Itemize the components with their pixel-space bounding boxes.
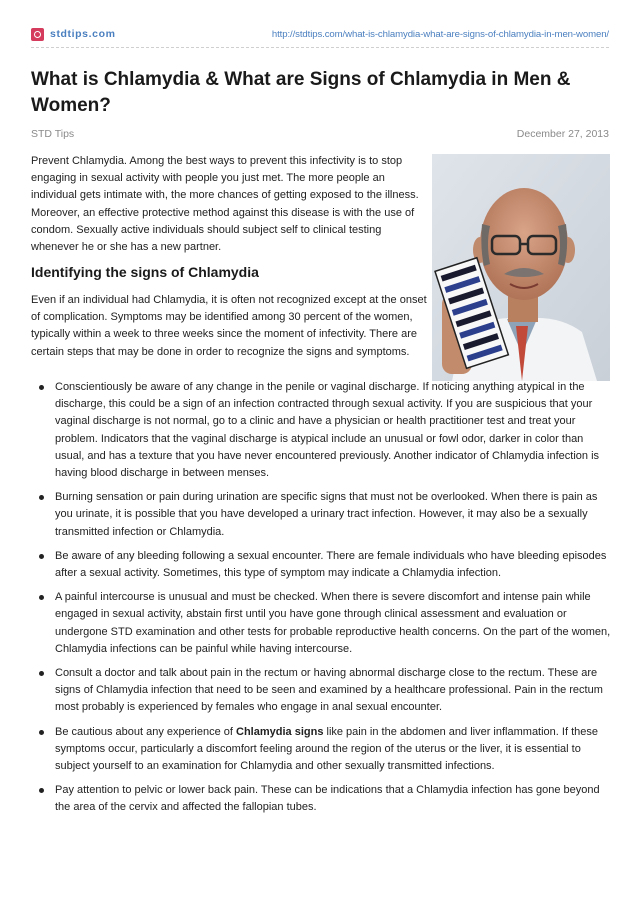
list-item-text: Consult a doctor and talk about pain in the rectum or having abnormal discharge close to the rectum. These are signs of Chlamydia infection that need to be seen and examined by a healthcare professional. Pain in the rectum most probably is experienced by females who engage in anal sexual encounter. bbox=[55, 667, 603, 714]
list-item bbox=[31, 782, 611, 816]
bullet-icon bbox=[39, 385, 44, 390]
article-date: December 27, 2013 bbox=[516, 128, 609, 140]
stdtips-logo-icon bbox=[31, 28, 44, 41]
article-meta bbox=[31, 128, 609, 142]
intro-paragraph: Prevent Chlamydia. Among the best ways to prevent this infectivity is to stop engaging in sexual activity with people you just met. The more people an individual gets intimate with, the more chances of getting exposed to the illness. Moreover, an effective protective method against this disease is with the use of condom. Sexually active individuals should subject self to clinical testing whenever he or she has a new partner. bbox=[31, 155, 419, 254]
page-header bbox=[31, 28, 609, 42]
list-item-text: Pay attention to pelvic or lower back pain. These can be indications that a Chlamydia infection has gone beyond the area of the cervix and affected the fallopian tubes. bbox=[55, 784, 600, 814]
bullet-icon bbox=[39, 788, 44, 793]
bullet-icon bbox=[39, 495, 44, 500]
list-item bbox=[31, 379, 611, 482]
list-item-text: Conscientiously be aware of any change in the penile or vaginal discharge. If noticing anything atypical in the discharge, this could be a sign of an infection contracted through sexual activity. If you are suspicious that your vaginal discharge is not normal, go to a clinic and have a physician or health practitioner test and treat your problem. Indicators that the vaginal discharge is atypical include an unusual or fowl odor, darker in color than usual, and has a texture that you have never encountered previously. Another indicator of Chlamydia infection is having blood discharge in between menses. bbox=[55, 381, 600, 480]
article-author: STD Tips bbox=[31, 128, 75, 140]
chlamydia-signs-link[interactable]: Chlamydia signs bbox=[236, 725, 324, 738]
bullet-icon bbox=[39, 671, 44, 676]
bullet-icon bbox=[39, 595, 44, 600]
list-item-text: Burning sensation or pain during urination are specific signs that must not be overlooked. When there is pain as you urinate, it is possible that you have developed a urinary tract infection. However, it may also be a sexually transmitted infection or Chlamydia. bbox=[55, 491, 598, 538]
list-item bbox=[31, 589, 611, 658]
list-item bbox=[31, 489, 611, 541]
article-title: What is Chlamydia & What are Signs of Chlamydia in Men & Women? bbox=[31, 69, 571, 116]
header-divider bbox=[31, 47, 609, 48]
list-item bbox=[31, 548, 611, 582]
list-item bbox=[31, 724, 611, 776]
bullet-icon bbox=[39, 554, 44, 559]
site-name-link[interactable]: stdtips.com bbox=[50, 28, 116, 40]
bullet-icon bbox=[39, 730, 44, 735]
list-item-text: A painful intercourse is unusual and must be checked. When there is severe discomfort and intense pain while engaged in sexual activity, abstain first until you have gone through clinical assessment and evaluation or undergone STD examination and other tests for probable reproductive health concerns. On the part of the women, Chlamydia infections can be painful while having intercourse. bbox=[55, 591, 611, 655]
page-url-link[interactable]: http://stdtips.com/what-is-chlamydia-what-are-signs-of-chlamydia-in-men-women/ bbox=[271, 29, 609, 40]
doctor-photo bbox=[432, 154, 610, 381]
signs-list bbox=[31, 379, 611, 824]
list-item-text-before: Be cautious about any experience of bbox=[55, 725, 237, 738]
list-item-text: Be aware of any bleeding following a sexual encounter. There are female individuals who have bleeding episodes after a sexual activity. Sometimes, this type of symptom may indicate a Chlamydia infection. bbox=[55, 549, 607, 580]
section-paragraph: Even if an individual had Chlamydia, it is often not recognized except at the onset of complication. Symptoms may be identified among 30 percent of the women, typically within a week to three weeks since the moment of infectivity. There are certain steps that may be done in order to recognize the signs and symptoms. bbox=[31, 294, 427, 358]
list-item bbox=[31, 665, 611, 717]
list-item-text-after: like pain in the abdomen and liver inflammation. If these symptoms occur, particularly a discomfort feeling around the region of the uterus or the liver, it is essential to subject yourself to an examination for Chlamydia and other sexually transmitted infections. bbox=[55, 725, 598, 773]
section-heading: Identifying the signs of Chlamydia bbox=[31, 264, 259, 280]
